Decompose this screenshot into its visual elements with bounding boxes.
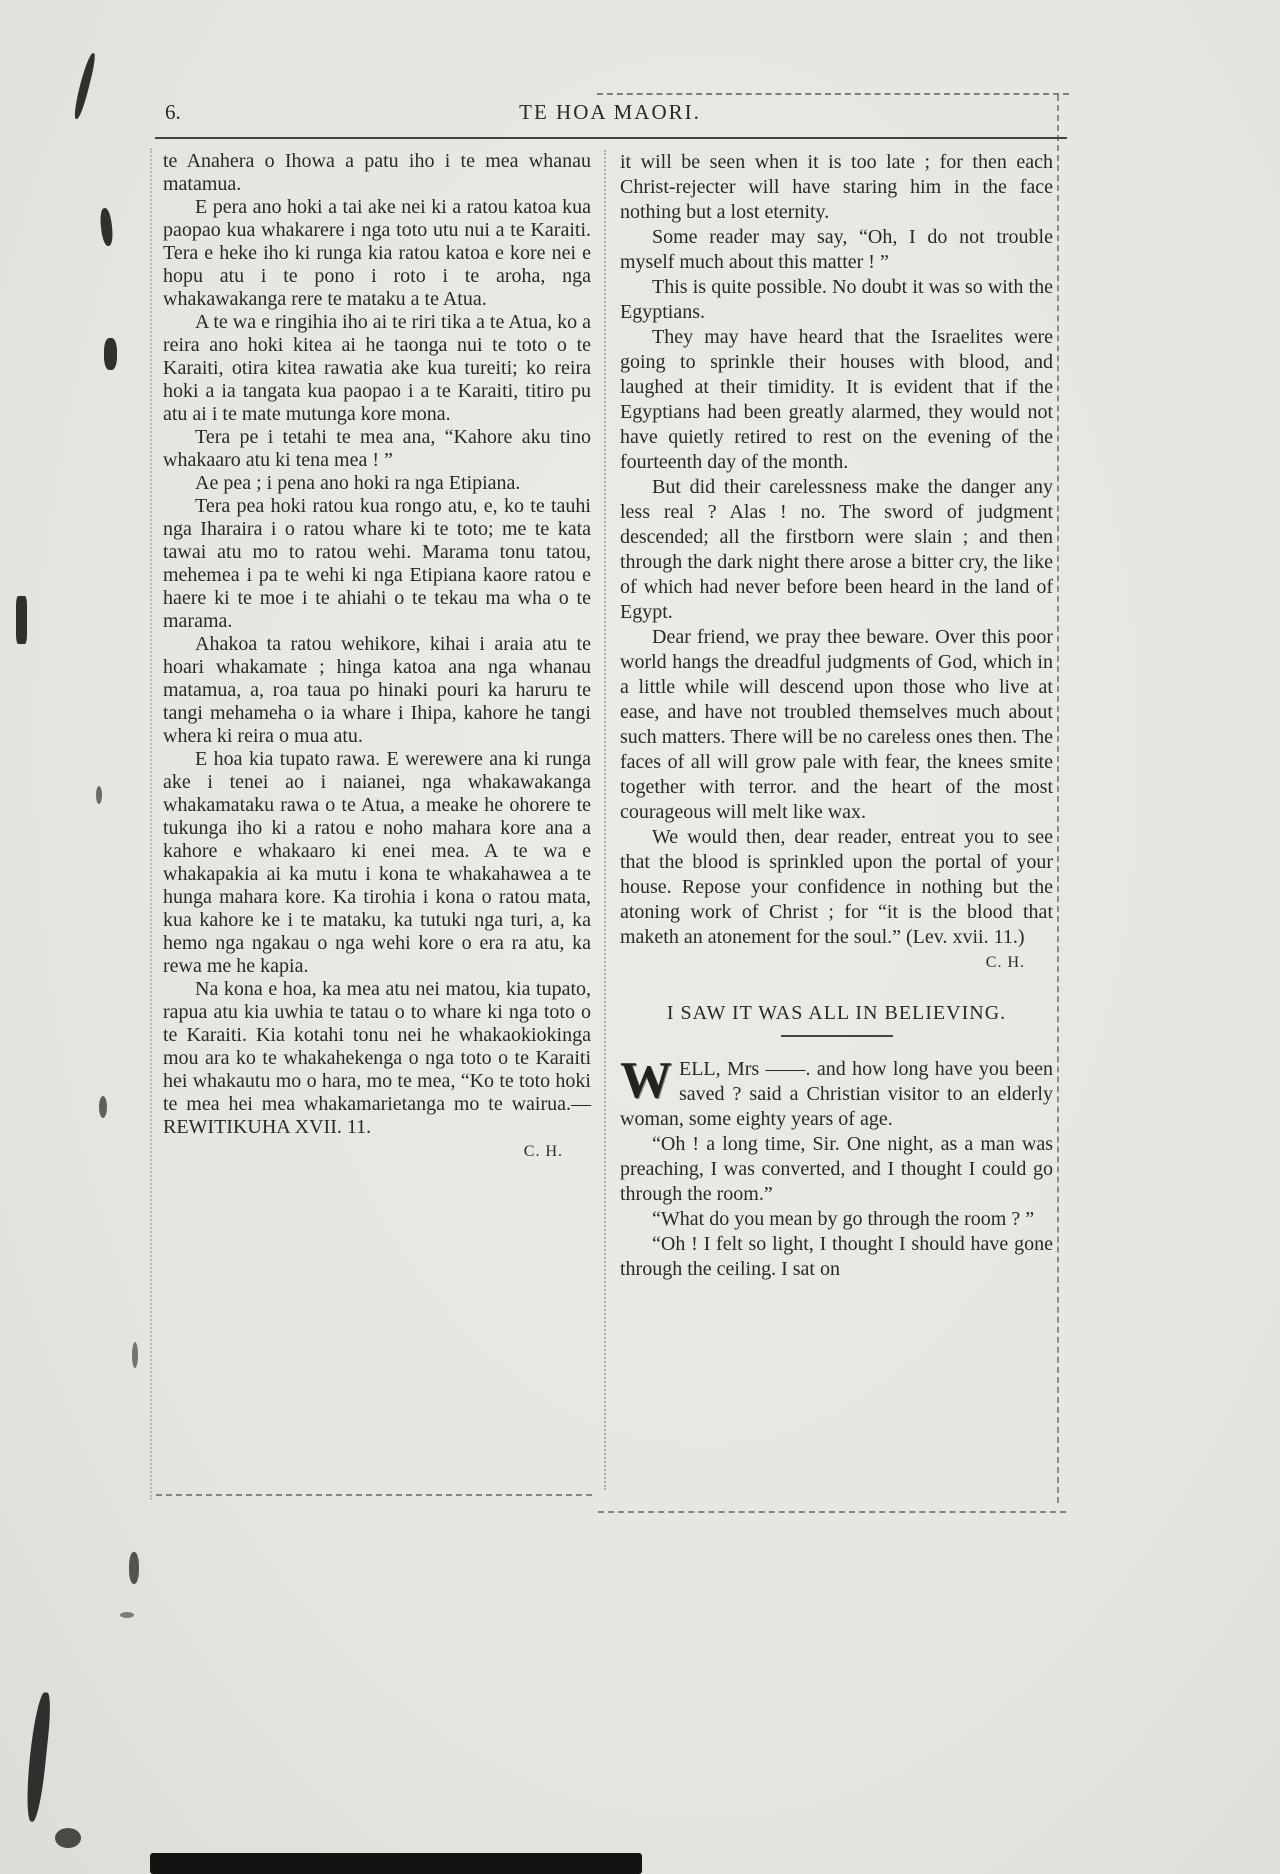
- ink-mark: [96, 786, 102, 804]
- paragraph: WELL, Mrs ——. and how long have you been saved ? said a Christian visitor to an elderly woman, some eighty years of age.: [620, 1052, 1053, 1130]
- paragraph: We would then, dear reader, entreat you to see that the blood is sprinkled upon the portal of your house. Repose your confidence in nothing but the atoning work of Christ ; for “it is the blood that maketh an atonement for the soul.” (Lev. xvii. 11.): [620, 826, 1053, 948]
- drop-cap: W: [620, 1052, 672, 1109]
- ink-mark: [99, 1096, 107, 1118]
- bottom-dashed-rule-right: [598, 1511, 1066, 1513]
- paragraph: A te wa e ringihia iho ai te riri tika a te Atua, ko a reira ano hoki kitea ai he taonga nui te toto o te Karaiti, otira kitea rawatia ake kua tureiti; ko reira hoki a ia tangata kua paopao i a te Karaiti, titiro pu atu ai i te mate mutunga kore mona.: [163, 311, 591, 425]
- paragraph: te Anahera o Ihowa a patu iho i te mea whanau matamua.: [163, 150, 591, 195]
- ink-mark: [132, 1342, 138, 1368]
- author-initials: C. H.: [523, 1143, 563, 1160]
- ink-mark: [23, 1692, 53, 1823]
- paragraph: E hoa kia tupato rawa. E werewere ana ki runga ake i tenei ao i naianei, nga whakawakanga whakamataku rawa o te Atua, a meake he ohorere te tukunga iho ki a ratou e noho mahara kore ana a kahore e whakaaro ki enei mea. A te wa e whakapakia ai ka mutu i kona te whakahawea a te hunga mahara kore. Ka tirohia i kona o ratou mata, kua kahore ke i te mataku, ka tutuki nga turi, a, ka hemo nga ngakau o nga wehi kore o era ra atu, ka rewa me he kapia.: [163, 748, 591, 977]
- paragraph: “Oh ! a long time, Sir. One night, as a man was preaching, I was converted, and I thought I could go through the room.”: [620, 1133, 1053, 1205]
- paragraph: “Oh ! I felt so light, I thought I should have gone through the ceiling. I sat on: [620, 1233, 1053, 1280]
- paragraph: Ae pea ; i pena ano hoki ra nga Etipiana.: [195, 472, 521, 494]
- right-column-paragraphs: [620, 150, 1053, 950]
- section-heading: I SAW IT WAS ALL IN BELIEVING.: [666, 1002, 1007, 1024]
- scan-edge-bar: [150, 1853, 642, 1874]
- ink-mark: [104, 338, 117, 370]
- ink-mark: [55, 1828, 81, 1848]
- paragraph: E pera ano hoki a tai ake nei ki a ratou katoa kua paopao kua whakarere i nga toto utu nui a te Karaiti. Tera e heke iho ki runga kia ratou katoa e kore nei e hopu atu i te pono i roto i te aroha, nga whakawakanga rere te mataku a te Atua.: [163, 196, 591, 310]
- page-edge-dots-left: [150, 148, 152, 1500]
- author-initials: C. H.: [985, 954, 1025, 971]
- page-title: TE HOA MAORI.: [519, 100, 701, 124]
- page-header: [155, 98, 1065, 132]
- column-divider: [604, 150, 606, 1490]
- paragraph: Tera pe i tetahi te mea ana, “Kahore aku tino whakaaro atu ki tena mea ! ”: [163, 426, 591, 471]
- paragraph: it will be seen when it is too late ; for then each Christ-rejecter will have staring him in the face nothing but a lost eternity.: [620, 151, 1053, 223]
- ink-mark: [129, 1552, 139, 1584]
- ink-mark: [16, 596, 27, 644]
- paragraph: “What do you mean by go through the room ? ”: [652, 1208, 1035, 1230]
- right-column: [620, 150, 1053, 1282]
- page-number: 6.: [165, 100, 181, 124]
- ink-mark: [120, 1612, 134, 1618]
- ink-mark: [72, 52, 97, 120]
- paragraph: But did their carelessness make the danger any less real ? Alas ! no. The sword of judgment descended; all the firstborn were slain ; and then through the dark night there arose a bitter cry, the like of which had never before been heard in the land of Egypt.: [620, 476, 1053, 623]
- ink-mark: [99, 208, 114, 247]
- left-column-paragraphs: [163, 150, 591, 1139]
- page-edge-dash-right: [1057, 95, 1059, 1503]
- paragraph: Dear friend, we pray thee beware. Over this poor world hangs the dreadful judgments of God, which in a little while will descend upon those who live at ease, and have not troubled themselves much about such matters. There will be no careless ones then. The faces of all will grow pale with fear, the knees smite together with terror. and the heart of the most courageous will melt like wax.: [620, 626, 1053, 823]
- paragraph: This is quite possible. No doubt it was so with the Egyptians.: [620, 276, 1053, 323]
- bottom-dashed-rule-left: [156, 1494, 592, 1496]
- section-paragraphs: [620, 1052, 1053, 1282]
- paragraph: They may have heard that the Israelites were going to sprinkle their houses with blood, and laughed at their timidity. It is evident that if the Egyptians had been greatly alarmed, they would not have quietly retired to rest on the evening of the fourteenth day of the month.: [620, 326, 1053, 473]
- paragraph: Tera pea hoki ratou kua rongo atu, e, ko te tauhi nga Iharaira i o ratou whare ki te toto; me te kata tawai atu mo to ratou wehi. Marama tonu tatou, mehemea i pa te wehi ki nga Etipiana kaore ratou e haere ki te moe i te ahiahi o te tekau ma wha o te marama.: [163, 495, 591, 632]
- left-column: [163, 150, 591, 1161]
- section-heading-rule: [781, 1035, 893, 1037]
- paragraph: Ahakoa ta ratou wehikore, kihai i araia atu te hoari whakamate ; hinga katoa ana nga whanau matamua, a, roa taua po hinaki pouri ka haruru te tangi mehameha o ia whare i Ihipa, kahore he tangi whera ki reira o mua atu.: [163, 633, 591, 747]
- header-rule: [155, 137, 1067, 139]
- paragraph: Some reader may say, “Oh, I do not trouble myself much about this matter ! ”: [620, 226, 1053, 273]
- paragraph: Na kona e hoa, ka mea atu nei matou, kia tupato, rapua atu kia uwhia te tatau o to whare ki nga toto o te Karaiti. Kia kotahi tonu nei he whakaokiokinga mou ara ko te whakahekenga o nga toto o te Karaiti hei whakautu mo o hara, mo te mea, “Ko te toto hoki te mea hei mea whakamarietanga mo te wairua.—REWITIKUHA XVII. 11.: [163, 978, 591, 1138]
- page-edge-dash-top: [597, 93, 1069, 95]
